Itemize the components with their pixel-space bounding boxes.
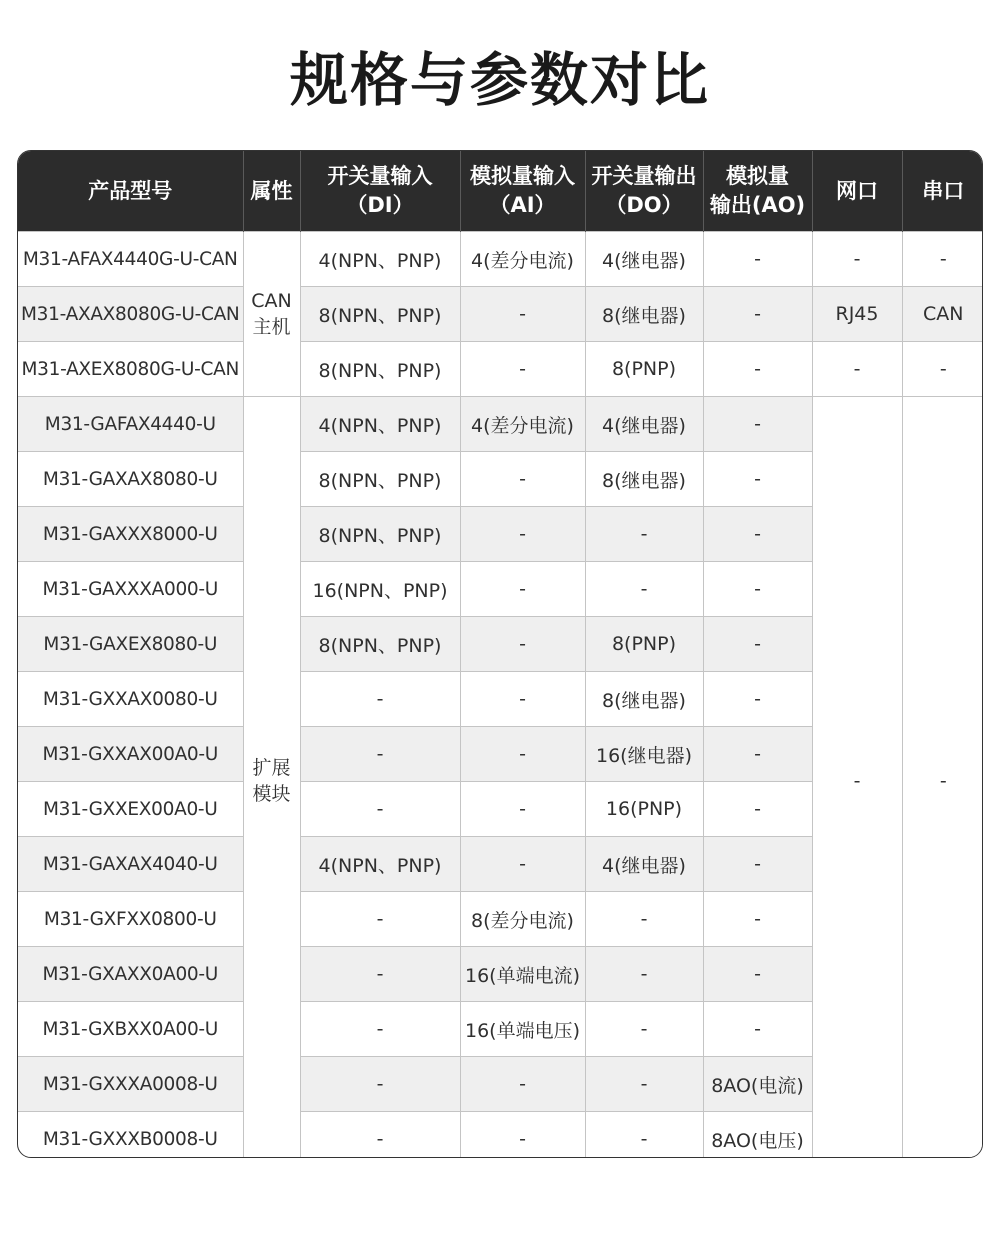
table-header-row bbox=[18, 151, 983, 232]
cell-ai: - bbox=[460, 837, 585, 892]
cell-do: - bbox=[585, 947, 703, 1002]
cell-do: 8(PNP) bbox=[585, 617, 703, 672]
cell-ao: - bbox=[703, 562, 812, 617]
cell-model: M31-GXXEX00A0-U bbox=[18, 782, 243, 837]
cell-di: 4(NPN、PNP) bbox=[300, 837, 460, 892]
cell-ao: 8AO(电流) bbox=[703, 1057, 812, 1112]
cell-do: 8(继电器) bbox=[585, 452, 703, 507]
cell-model: M31-GXXXA0008-U bbox=[18, 1057, 243, 1112]
cell-ao: - bbox=[703, 342, 812, 397]
cell-ao: - bbox=[703, 507, 812, 562]
cell-di: 16(NPN、PNP) bbox=[300, 562, 460, 617]
cell-model: M31-GAXAX4040-U bbox=[18, 837, 243, 892]
header-attribute: 属性 bbox=[243, 151, 300, 232]
cell-model: M31-GXFXX0800-U bbox=[18, 892, 243, 947]
header-serial: 串口 bbox=[902, 151, 983, 232]
cell-ethernet: - bbox=[812, 232, 902, 287]
cell-ao: - bbox=[703, 287, 812, 342]
table-row bbox=[18, 232, 983, 287]
cell-ai: 4(差分电流) bbox=[460, 232, 585, 287]
cell-serial: CAN bbox=[902, 287, 983, 342]
cell-ao: - bbox=[703, 1002, 812, 1057]
cell-ao: - bbox=[703, 232, 812, 287]
cell-di: - bbox=[300, 672, 460, 727]
cell-ethernet: RJ45 bbox=[812, 287, 902, 342]
cell-do: - bbox=[585, 1057, 703, 1112]
cell-ao: - bbox=[703, 452, 812, 507]
cell-model: M31-GAXEX8080-U bbox=[18, 617, 243, 672]
header-di: 开关量输入 （DI） bbox=[300, 151, 460, 232]
cell-serial-expansion: - bbox=[902, 397, 983, 1159]
cell-ao: - bbox=[703, 947, 812, 1002]
cell-attribute-can-host: CAN 主机 bbox=[243, 232, 300, 397]
cell-ao: - bbox=[703, 837, 812, 892]
cell-do: 4(继电器) bbox=[585, 837, 703, 892]
cell-model: M31-GXBXX0A00-U bbox=[18, 1002, 243, 1057]
header-ao: 模拟量 输出(AO) bbox=[703, 151, 812, 232]
cell-di: - bbox=[300, 892, 460, 947]
cell-model: M31-AXAX8080G-U-CAN bbox=[18, 287, 243, 342]
cell-ai: - bbox=[460, 452, 585, 507]
cell-ai: 8(差分电流) bbox=[460, 892, 585, 947]
cell-do: - bbox=[585, 562, 703, 617]
cell-di: 8(NPN、PNP) bbox=[300, 452, 460, 507]
cell-model: M31-AXEX8080G-U-CAN bbox=[18, 342, 243, 397]
cell-do: - bbox=[585, 892, 703, 947]
table-row bbox=[18, 397, 983, 452]
cell-do: - bbox=[585, 507, 703, 562]
cell-di: 8(NPN、PNP) bbox=[300, 287, 460, 342]
header-do: 开关量输出 （DO） bbox=[585, 151, 703, 232]
cell-di: - bbox=[300, 1112, 460, 1159]
cell-ai: 16(单端电压) bbox=[460, 1002, 585, 1057]
cell-model: M31-AFAX4440G-U-CAN bbox=[18, 232, 243, 287]
cell-di: - bbox=[300, 1057, 460, 1112]
cell-model: M31-GXAXX0A00-U bbox=[18, 947, 243, 1002]
cell-ai: 16(单端电流) bbox=[460, 947, 585, 1002]
cell-ao: - bbox=[703, 672, 812, 727]
header-model: 产品型号 bbox=[18, 151, 243, 232]
cell-model: M31-GAXAX8080-U bbox=[18, 452, 243, 507]
cell-ethernet-expansion: - bbox=[812, 397, 902, 1159]
cell-di: 8(NPN、PNP) bbox=[300, 617, 460, 672]
cell-ethernet: - bbox=[812, 342, 902, 397]
cell-do: 8(继电器) bbox=[585, 287, 703, 342]
spec-comparison-table bbox=[17, 150, 983, 1158]
cell-di: 4(NPN、PNP) bbox=[300, 232, 460, 287]
table-row bbox=[18, 287, 983, 342]
cell-model: M31-GXXXB0008-U bbox=[18, 1112, 243, 1159]
cell-di: - bbox=[300, 947, 460, 1002]
cell-di: - bbox=[300, 1002, 460, 1057]
cell-ai: 4(差分电流) bbox=[460, 397, 585, 452]
cell-ai: - bbox=[460, 342, 585, 397]
cell-ai: - bbox=[460, 617, 585, 672]
cell-do: - bbox=[585, 1112, 703, 1159]
cell-ao: - bbox=[703, 617, 812, 672]
cell-do: 8(继电器) bbox=[585, 672, 703, 727]
cell-serial: - bbox=[902, 342, 983, 397]
cell-do: 16(PNP) bbox=[585, 782, 703, 837]
table-row bbox=[18, 342, 983, 397]
cell-di: - bbox=[300, 782, 460, 837]
header-ai: 模拟量输入 （AI） bbox=[460, 151, 585, 232]
cell-model: M31-GXXAX0080-U bbox=[18, 672, 243, 727]
cell-di: - bbox=[300, 727, 460, 782]
header-ethernet: 网口 bbox=[812, 151, 902, 232]
cell-model: M31-GXXAX00A0-U bbox=[18, 727, 243, 782]
cell-di: 8(NPN、PNP) bbox=[300, 342, 460, 397]
page-title: 规格与参数对比 bbox=[289, 46, 710, 114]
cell-ai: - bbox=[460, 507, 585, 562]
cell-di: 8(NPN、PNP) bbox=[300, 507, 460, 562]
cell-di: 4(NPN、PNP) bbox=[300, 397, 460, 452]
cell-ao: - bbox=[703, 892, 812, 947]
cell-ao: - bbox=[703, 782, 812, 837]
cell-ai: - bbox=[460, 1057, 585, 1112]
cell-ai: - bbox=[460, 727, 585, 782]
cell-do: 4(继电器) bbox=[585, 397, 703, 452]
cell-do: 4(继电器) bbox=[585, 232, 703, 287]
cell-do: 8(PNP) bbox=[585, 342, 703, 397]
cell-ai: - bbox=[460, 782, 585, 837]
cell-do: - bbox=[585, 1002, 703, 1057]
cell-model: M31-GAXXXA000-U bbox=[18, 562, 243, 617]
cell-model: M31-GAXXX8000-U bbox=[18, 507, 243, 562]
cell-model: M31-GAFAX4440-U bbox=[18, 397, 243, 452]
cell-ai: - bbox=[460, 562, 585, 617]
cell-serial: - bbox=[902, 232, 983, 287]
cell-do: 16(继电器) bbox=[585, 727, 703, 782]
cell-ao: - bbox=[703, 727, 812, 782]
cell-ai: - bbox=[460, 672, 585, 727]
cell-ao: 8AO(电压) bbox=[703, 1112, 812, 1159]
cell-ai: - bbox=[460, 1112, 585, 1159]
cell-ai: - bbox=[460, 287, 585, 342]
cell-ao: - bbox=[703, 397, 812, 452]
cell-attribute-expansion: 扩展 模块 bbox=[243, 397, 300, 1159]
